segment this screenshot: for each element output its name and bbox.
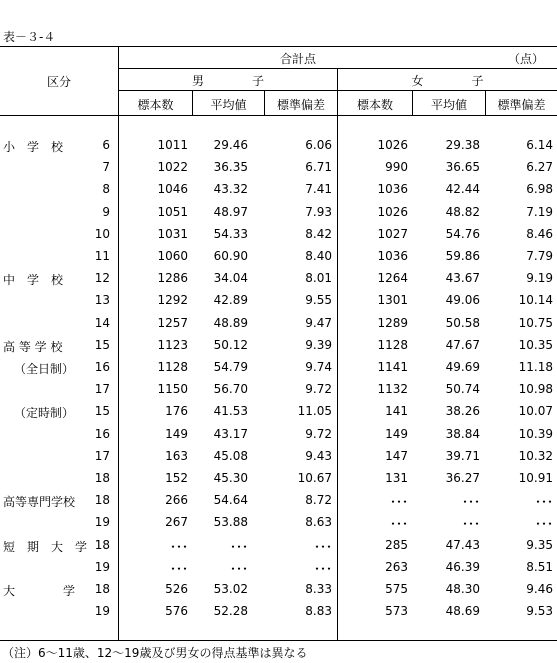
table-cell: 1132 xyxy=(377,382,408,396)
col-header: 標本数 xyxy=(356,98,393,112)
table-cell: 9.72 xyxy=(305,382,332,396)
col-header: 平均値 xyxy=(210,98,247,112)
table-cell: 29.38 xyxy=(445,138,480,152)
table-cell: ･･･ xyxy=(229,540,248,554)
row-age: 19 xyxy=(94,560,110,574)
table-cell: ･･･ xyxy=(461,495,480,509)
table-cell: 42.44 xyxy=(445,182,480,196)
kubun-divider xyxy=(118,46,119,640)
row-age: 15 xyxy=(94,404,110,418)
row-age: 11 xyxy=(94,249,110,263)
table-cell: 41.53 xyxy=(213,404,248,418)
table-cell: 7.93 xyxy=(305,205,332,219)
table-cell: 48.82 xyxy=(445,205,480,219)
table-cell: 10.32 xyxy=(518,449,553,463)
table-cell: 1264 xyxy=(377,271,408,285)
table-cell: 9.72 xyxy=(305,427,332,441)
gender-divider xyxy=(337,68,338,640)
table-cell: 6.71 xyxy=(305,160,332,174)
row-age: 19 xyxy=(94,604,110,618)
col-header: 平均値 xyxy=(430,98,467,112)
row-category: 大 学 xyxy=(3,584,76,598)
row-category: 高 等 学 校 xyxy=(3,340,63,354)
table-cell: 1031 xyxy=(157,227,188,241)
table-cell: 9.47 xyxy=(305,316,332,330)
table-cell: 163 xyxy=(165,449,188,463)
kubun-header: 区分 xyxy=(46,75,71,89)
table-cell: 9.43 xyxy=(305,449,332,463)
table-cell: 575 xyxy=(385,582,408,596)
table-cell: ･･･ xyxy=(229,562,248,576)
footnote: （注）6～11歳、12～19歳及び男女の得点基準は異なる xyxy=(2,646,308,660)
table-cell: 54.79 xyxy=(213,360,248,374)
table-cell: 60.90 xyxy=(213,249,248,263)
table-cell: 8.42 xyxy=(305,227,332,241)
col-header: 標準偏差 xyxy=(276,98,325,112)
table-cell: 53.88 xyxy=(213,515,248,529)
row-category: 中 学 校 xyxy=(3,273,64,287)
table-cell: 263 xyxy=(385,560,408,574)
row-age: 8 xyxy=(102,182,110,196)
table-cell: ･･･ xyxy=(389,495,408,509)
col-header: 標準偏差 xyxy=(497,98,546,112)
table-cell: 7.19 xyxy=(526,205,553,219)
row-age: 12 xyxy=(94,271,110,285)
header-bottom-border xyxy=(0,115,557,116)
row-category: 小 学 校 xyxy=(3,140,64,154)
table-cell: 48.69 xyxy=(445,604,480,618)
table-cell: 1026 xyxy=(377,205,408,219)
row-age: 18 xyxy=(94,582,110,596)
table-cell: 8.51 xyxy=(526,560,553,574)
table-cell: 10.67 xyxy=(297,471,332,485)
table-cell: 10.14 xyxy=(518,293,553,307)
table-cell: 38.84 xyxy=(445,427,480,441)
table-cell: 10.91 xyxy=(518,471,553,485)
row-age: 17 xyxy=(94,382,110,396)
row-age: 10 xyxy=(94,227,110,241)
table-cell: 1128 xyxy=(377,338,408,352)
table-cell: 1301 xyxy=(377,293,408,307)
table-cell: 47.43 xyxy=(445,538,480,552)
table-cell: 1026 xyxy=(377,138,408,152)
table-cell: 53.02 xyxy=(213,582,248,596)
table-cell: 50.58 xyxy=(445,316,480,330)
table-cell: 59.86 xyxy=(445,249,480,263)
table-cell: 990 xyxy=(385,160,408,174)
table-cell: 1292 xyxy=(157,293,188,307)
table-cell: 9.55 xyxy=(305,293,332,307)
table-cell: 11.05 xyxy=(297,404,332,418)
table-cell: 285 xyxy=(385,538,408,552)
table-cell: 10.07 xyxy=(518,404,553,418)
table-cell: 7.41 xyxy=(305,182,332,196)
group-title: 合計点 xyxy=(279,52,316,66)
table-cell: 48.97 xyxy=(213,205,248,219)
table-cell: 149 xyxy=(165,427,188,441)
female-header: 女 子 xyxy=(411,74,484,88)
row-age: 18 xyxy=(94,538,110,552)
header-divider-1 xyxy=(119,68,557,69)
table-cell: ･･･ xyxy=(169,562,188,576)
row-subcategory: （定時制） xyxy=(14,406,75,420)
table-cell: ･･･ xyxy=(169,540,188,554)
row-category: 短 期 大 学 xyxy=(3,540,88,554)
table-cell: ･･･ xyxy=(461,517,480,531)
table-cell: 1141 xyxy=(377,360,408,374)
table-cell: 1150 xyxy=(157,382,188,396)
table-cell: 152 xyxy=(165,471,188,485)
table-cell: 1027 xyxy=(377,227,408,241)
table-cell: 1036 xyxy=(377,182,408,196)
table-cell: ･･･ xyxy=(389,517,408,531)
table-cell: 8.46 xyxy=(526,227,553,241)
table-cell: 56.70 xyxy=(213,382,248,396)
row-age: 16 xyxy=(94,427,110,441)
table-cell: 176 xyxy=(165,404,188,418)
table-cell: 29.46 xyxy=(213,138,248,152)
row-age: 16 xyxy=(94,360,110,374)
table-cell: 6.14 xyxy=(526,138,553,152)
table-cell: 10.35 xyxy=(518,338,553,352)
row-age: 9 xyxy=(102,205,110,219)
table-cell: 266 xyxy=(165,493,188,507)
row-age: 15 xyxy=(94,338,110,352)
col-header: 標本数 xyxy=(137,98,174,112)
table-cell: 49.69 xyxy=(445,360,480,374)
table-cell: 48.30 xyxy=(445,582,480,596)
table-cell: 9.53 xyxy=(526,604,553,618)
table-cell: 10.39 xyxy=(518,427,553,441)
table-cell: 45.08 xyxy=(213,449,248,463)
row-age: 17 xyxy=(94,449,110,463)
table-cell: 6.06 xyxy=(305,138,332,152)
table-cell: 9.39 xyxy=(305,338,332,352)
table-cell: 34.04 xyxy=(213,271,248,285)
table-cell: 43.67 xyxy=(445,271,480,285)
table-cell: 131 xyxy=(385,471,408,485)
row-age: 19 xyxy=(94,515,110,529)
table-cell: 10.75 xyxy=(518,316,553,330)
table-cell: 573 xyxy=(385,604,408,618)
table-cell: 1123 xyxy=(157,338,188,352)
table-cell: 8.83 xyxy=(305,604,332,618)
table-cell: 8.01 xyxy=(305,271,332,285)
header-divider-2 xyxy=(119,90,557,91)
table-cell: 43.32 xyxy=(213,182,248,196)
table-cell: ･･･ xyxy=(313,562,332,576)
table-cell: 1257 xyxy=(157,316,188,330)
table-cell: 52.28 xyxy=(213,604,248,618)
table-id: 表－３-４ xyxy=(3,30,56,44)
row-age: 13 xyxy=(94,293,110,307)
table-cell: 1128 xyxy=(157,360,188,374)
table-cell: 576 xyxy=(165,604,188,618)
row-category: 高等専門学校 xyxy=(3,495,76,509)
table-cell: 36.65 xyxy=(445,160,480,174)
row-age: 7 xyxy=(102,160,110,174)
table-cell: 7.79 xyxy=(526,249,553,263)
table-cell: 50.12 xyxy=(213,338,248,352)
table-cell: 36.35 xyxy=(213,160,248,174)
table-cell: 42.89 xyxy=(213,293,248,307)
table-cell: 267 xyxy=(165,515,188,529)
table-cell: 49.06 xyxy=(445,293,480,307)
table-cell: 6.98 xyxy=(526,182,553,196)
table-cell: 1289 xyxy=(377,316,408,330)
table-cell: 50.74 xyxy=(445,382,480,396)
table-top-border xyxy=(0,46,557,47)
table-cell: 11.18 xyxy=(518,360,553,374)
table-cell: 54.64 xyxy=(213,493,248,507)
table-cell: 9.46 xyxy=(526,582,553,596)
table-cell: ･･･ xyxy=(534,517,553,531)
row-subcategory: （全日制） xyxy=(14,362,75,376)
table-cell: 46.39 xyxy=(445,560,480,574)
row-age: 18 xyxy=(94,471,110,485)
table-cell: 141 xyxy=(385,404,408,418)
table-cell: 9.74 xyxy=(305,360,332,374)
table-cell: 9.35 xyxy=(526,538,553,552)
table-cell: 8.63 xyxy=(305,515,332,529)
table-cell: 43.17 xyxy=(213,427,248,441)
table-cell: 45.30 xyxy=(213,471,248,485)
table-cell: 1046 xyxy=(157,182,188,196)
table-cell: 1036 xyxy=(377,249,408,263)
table-cell: 149 xyxy=(385,427,408,441)
row-age: 14 xyxy=(94,316,110,330)
unit-label: （点） xyxy=(508,52,545,66)
male-header: 男 子 xyxy=(191,74,264,88)
table-cell: 6.27 xyxy=(526,160,553,174)
table-cell: ･･･ xyxy=(313,540,332,554)
table-cell: 1011 xyxy=(157,138,188,152)
table-cell: 47.67 xyxy=(445,338,480,352)
table-cell: 10.98 xyxy=(518,382,553,396)
table-cell: 54.76 xyxy=(445,227,480,241)
table-cell: 147 xyxy=(385,449,408,463)
table-cell: 1286 xyxy=(157,271,188,285)
table-cell: 8.40 xyxy=(305,249,332,263)
table-cell: 8.72 xyxy=(305,493,332,507)
row-age: 6 xyxy=(102,138,110,152)
table-cell: 8.33 xyxy=(305,582,332,596)
table-cell: 1051 xyxy=(157,205,188,219)
table-cell: 1060 xyxy=(157,249,188,263)
table-cell: 9.19 xyxy=(526,271,553,285)
row-age: 18 xyxy=(94,493,110,507)
table-cell: 526 xyxy=(165,582,188,596)
table-cell: ･･･ xyxy=(534,495,553,509)
table-cell: 38.26 xyxy=(445,404,480,418)
table-bottom-border xyxy=(0,640,557,641)
table-cell: 36.27 xyxy=(445,471,480,485)
table-cell: 48.89 xyxy=(213,316,248,330)
table-cell: 54.33 xyxy=(213,227,248,241)
table-cell: 39.71 xyxy=(445,449,480,463)
table-cell: 1022 xyxy=(157,160,188,174)
